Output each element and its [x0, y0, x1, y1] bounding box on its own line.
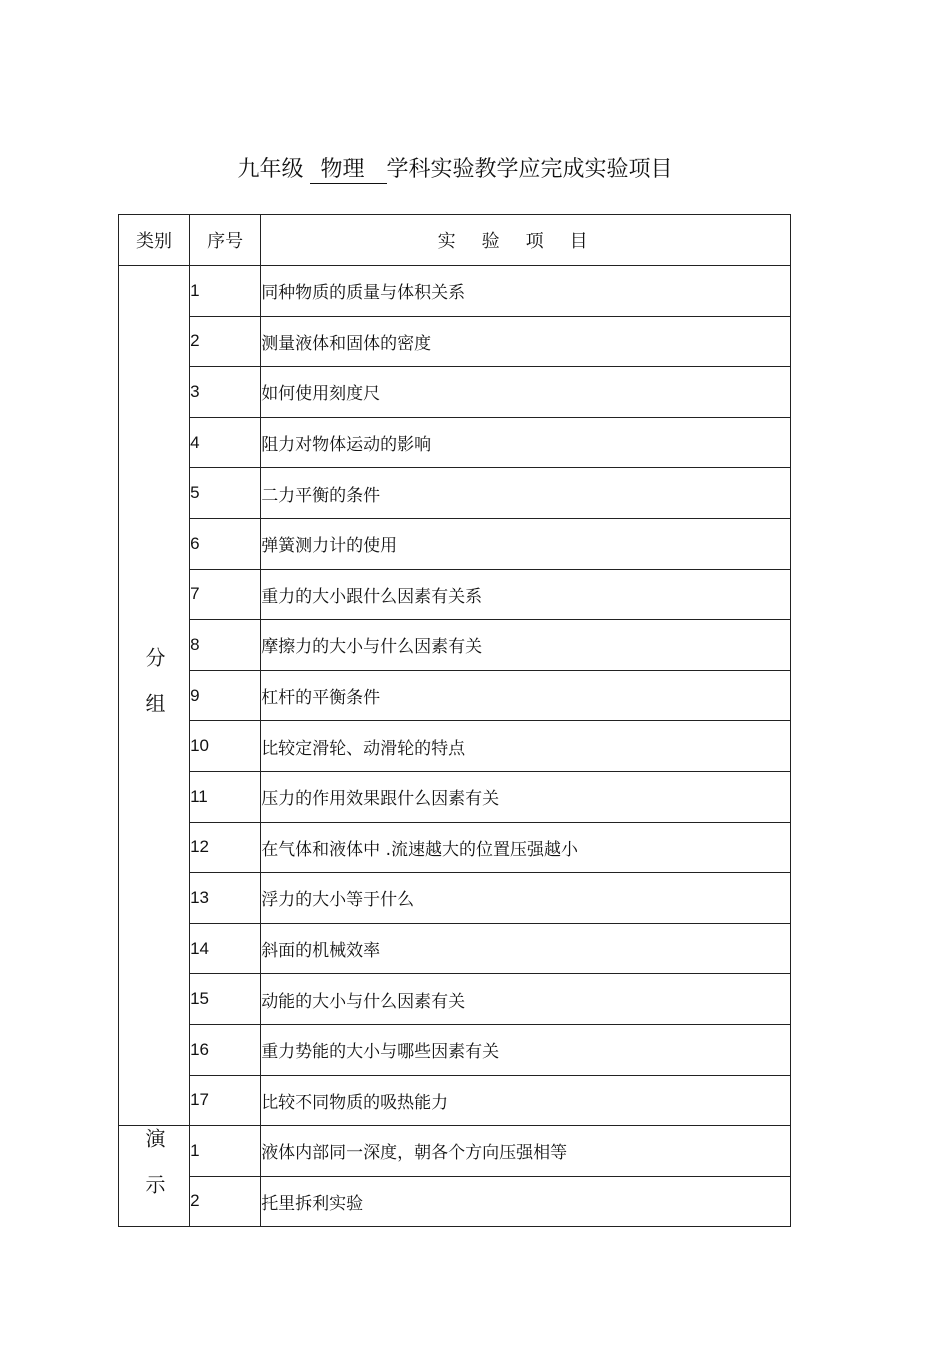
- row-number: 12: [190, 822, 261, 873]
- experiment-item: 二力平衡的条件: [261, 468, 791, 519]
- experiment-item: 杠杆的平衡条件: [261, 670, 791, 721]
- experiment-item: 测量液体和固体的密度: [261, 316, 791, 367]
- category-label: 演示: [142, 1127, 167, 1220]
- experiment-item: 托里拆利实验: [261, 1176, 791, 1227]
- experiment-item: 同种物质的质量与体积关系: [261, 266, 791, 317]
- row-number: 13: [190, 873, 261, 924]
- row-number: 3: [190, 367, 261, 418]
- table-row: [119, 822, 791, 873]
- row-number: 10: [190, 721, 261, 772]
- table-row: [119, 518, 791, 569]
- table-row: [119, 1075, 791, 1126]
- experiment-item: 如何使用刻度尺: [261, 367, 791, 418]
- experiment-item: 浮力的大小等于什么: [261, 873, 791, 924]
- experiment-item: 重力势能的大小与哪些因素有关: [261, 1024, 791, 1075]
- experiment-table: [118, 214, 791, 1227]
- row-number: 15: [190, 974, 261, 1025]
- table-row: [119, 873, 791, 924]
- table-row: [119, 367, 791, 418]
- category-label: 分组: [142, 647, 167, 740]
- experiment-item: 动能的大小与什么因素有关: [261, 974, 791, 1025]
- table-row: [119, 569, 791, 620]
- experiment-item: 在气体和液体中 .流速越大的位置压强越小: [261, 822, 791, 873]
- row-number: 1: [190, 1126, 261, 1177]
- table-row: [119, 417, 791, 468]
- row-number: 2: [190, 316, 261, 367]
- row-number: 8: [190, 620, 261, 671]
- table-row: [119, 266, 791, 317]
- experiment-item: 压力的作用效果跟什么因素有关: [261, 771, 791, 822]
- title-subject: 物理: [310, 157, 386, 184]
- experiment-item: 斜面的机械效率: [261, 923, 791, 974]
- row-number: 5: [190, 468, 261, 519]
- table-header-row: [119, 215, 791, 266]
- title-prefix: 九年级: [237, 157, 304, 182]
- category-cell: [119, 1126, 190, 1227]
- table-row: [119, 1176, 791, 1227]
- experiment-item: 比较不同物质的吸热能力: [261, 1075, 791, 1126]
- row-number: 9: [190, 670, 261, 721]
- header-number: 序号: [190, 215, 261, 266]
- row-number: 4: [190, 417, 261, 468]
- table-row: [119, 468, 791, 519]
- row-number: 14: [190, 923, 261, 974]
- table-body: [119, 266, 791, 1227]
- table-row: [119, 771, 791, 822]
- experiment-item: 比较定滑轮、动滑轮的特点: [261, 721, 791, 772]
- category-cell: [119, 266, 190, 1126]
- table-row: [119, 923, 791, 974]
- experiment-item: 阻力对物体运动的影响: [261, 417, 791, 468]
- page-title: [0, 155, 910, 185]
- header-category: 类别: [119, 215, 190, 266]
- header-item: 实验项目: [261, 215, 791, 266]
- experiment-item: 液体内部同一深度，朝各个方向压强相等: [261, 1126, 791, 1177]
- experiment-item: 弹簧测力计的使用: [261, 518, 791, 569]
- table-row: [119, 670, 791, 721]
- row-number: 2: [190, 1176, 261, 1227]
- table-row: [119, 1024, 791, 1075]
- row-number: 16: [190, 1024, 261, 1075]
- table-row: [119, 620, 791, 671]
- row-number: 17: [190, 1075, 261, 1126]
- row-number: 7: [190, 569, 261, 620]
- table-row: [119, 316, 791, 367]
- table-row: [119, 974, 791, 1025]
- row-number: 11: [190, 771, 261, 822]
- title-suffix: 学科实验教学应完成实验项目: [386, 157, 673, 182]
- table-row: [119, 1126, 791, 1177]
- experiment-item: 重力的大小跟什么因素有关系: [261, 569, 791, 620]
- experiment-item: 摩擦力的大小与什么因素有关: [261, 620, 791, 671]
- table-row: [119, 721, 791, 772]
- row-number: 1: [190, 266, 261, 317]
- row-number: 6: [190, 518, 261, 569]
